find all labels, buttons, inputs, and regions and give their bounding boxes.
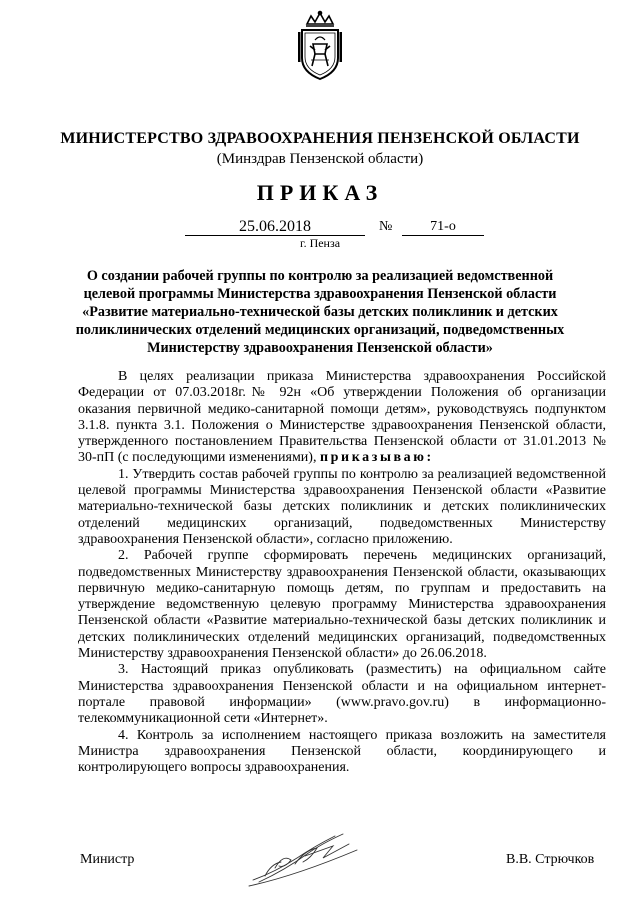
document-type-title: ПРИКАЗ — [256, 180, 384, 205]
order-city: г. Пенза — [300, 236, 341, 250]
order-date: 25.06.2018 — [185, 219, 365, 236]
handwritten-signature — [245, 828, 365, 888]
order-number-sign: № — [379, 219, 393, 234]
coat-of-arms-emblem — [293, 10, 347, 82]
preamble-text: В целях реализации приказа Министерства здравоохранения Российской Федерации от 07.03.2018г.№ 92н «Об утверждении Положения об организации оказания первичной медико-санитарной помощи детям», руководствуясь подпунктом 3.1.8. пункта 3.1. Положения о Министерстве здравоохранения Пензенской области, утвержденного постановлением Правительства Пензенской области от 31.01.2013 № 30-пП (с последующими изменениями), — [78, 369, 606, 466]
order-title: О создании рабочей группы по контролю за реализацией ведомственной целевой программы Министерства здравоохранения Пензенской области «Развитие материально-технической базы детских поликлиник и детских поликлинических отделений медицинских организаций, подведомственных Министерству здравоохранения Пензенской области» — [75, 268, 565, 356]
order-number: 71-о — [402, 219, 484, 236]
preamble-paragraph — [78, 369, 606, 467]
item-paragraph: 3. Настоящий приказ опубликовать (разместить) на официальном сайте Министерства здравоохранения Пензенской области и на официальном интернет-портале правовой информации» (www.pravo.gov.ru) в информационно-телекоммуникационной сети «Интернет». — [78, 662, 606, 727]
item-paragraph: 1. Утвердить состав рабочей группы по контролю за реализацией ведомственной целевой программы Министерства здравоохранения Пензенской области «Развитие материально-технической базы детских поликлиник и детских поликлинических отделений медицинских организаций, подведомственных Министерству здравоохранения Пензенской области», согласно приложению. — [78, 466, 606, 547]
item-paragraph: 4. Контроль за исполнением настоящего приказа возложить на заместителя Министра здравоохранения Пензенской области, координирующего и контролирующего вопросы здравоохранения. — [78, 727, 606, 776]
order-body — [78, 369, 606, 776]
ministry-short-name: (Минздрав Пензенской области) — [216, 151, 424, 167]
ministry-name: МИНИСТЕРСТВО ЗДРАВООХРАНЕНИЯ ПЕНЗЕНСКОЙ ОБЛАСТИ — [60, 130, 580, 147]
decree-word: приказываю: — [319, 450, 434, 466]
item-paragraph: 2. Рабочей группе сформировать перечень медицинских организаций, подведомственных Министерству здравоохранения Пензенской области, оказывающих первичную медико-санитарную помощь детям, по группам и предоставить на утверждение ведомственную целевую программу Министерства здравоохранения Пензенской области «Развитие материально-технической базы детских поликлиник и детских поликлинических отделений медицинских организаций, подведомственных Министерству здравоохранения Пензенской области» до 26.06.2018. — [78, 548, 606, 662]
signatory-position: Министр — [80, 852, 135, 867]
signatory-name: В.В. Стрючков — [506, 852, 595, 867]
